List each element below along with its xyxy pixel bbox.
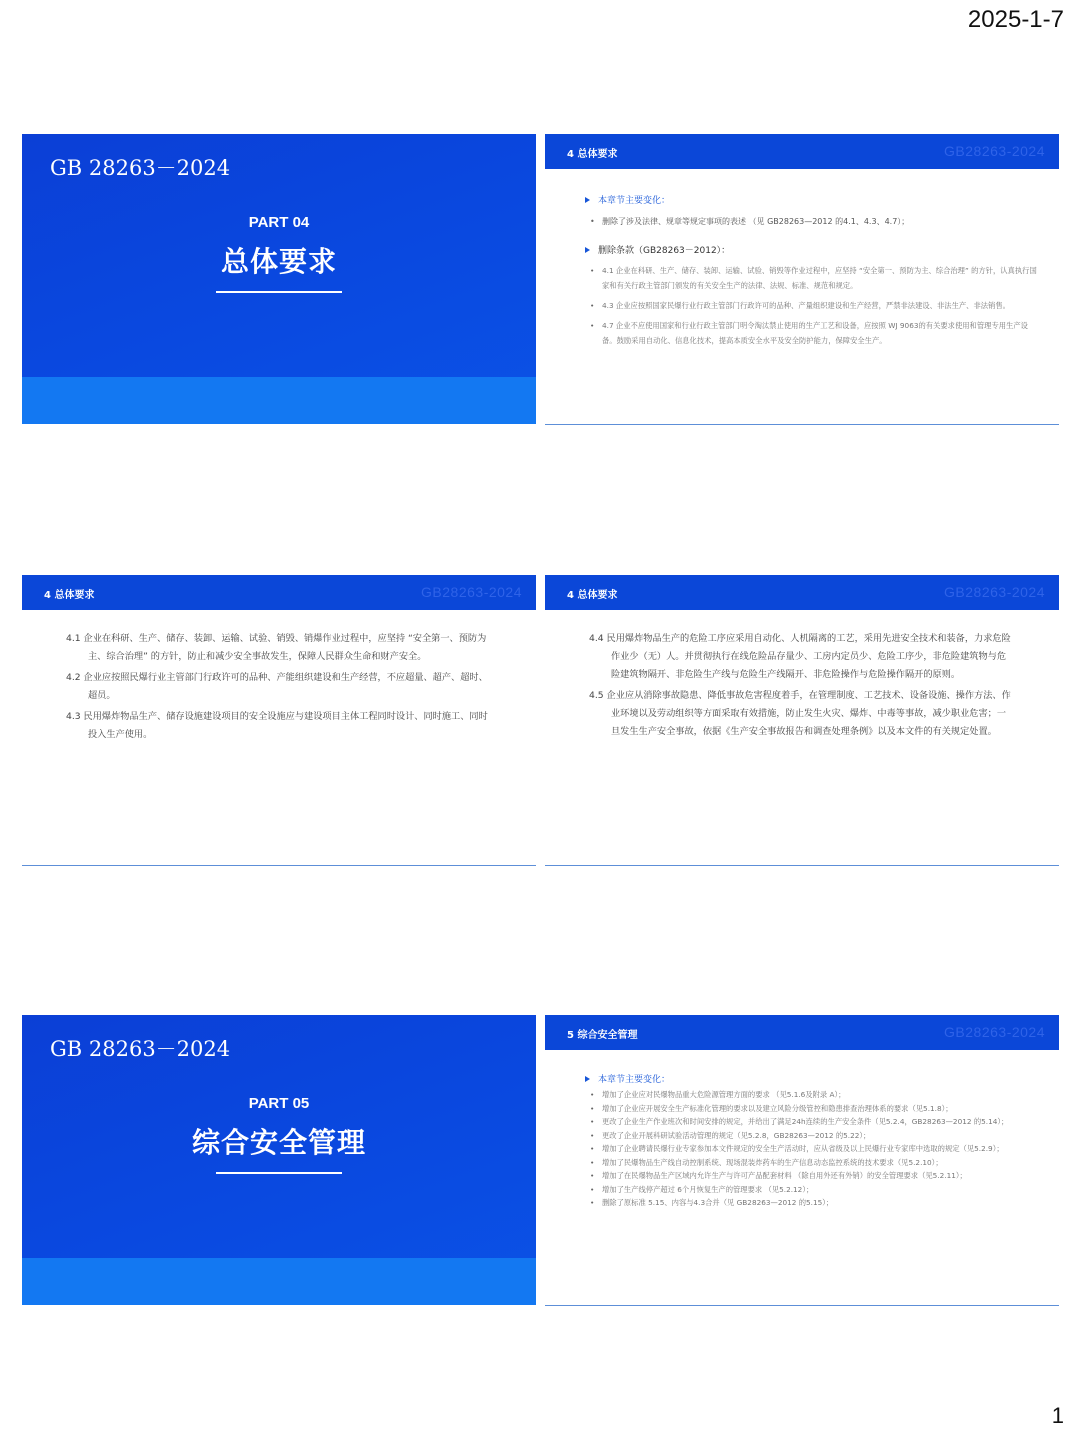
slide-body xyxy=(545,1050,1059,1305)
list-item: • 4.3 企业应按照国家民爆行业行政主管部门行政许可的品种、产量组织建设和生产经营，严禁非法建设、非法生产、非法销售。 xyxy=(585,298,1039,313)
slide-header xyxy=(545,1015,1059,1050)
changes-heading: 本章节主要变化： xyxy=(585,193,1039,206)
watermark: GB28263-2024 xyxy=(944,584,1045,600)
clause-item: 4.4 民用爆炸物品生产的危险工序应采用自动化、人机隔离的工艺，采用先进安全技术和装备，力求危险作业少（无）人。并贯彻执行在线危险品存量少、工房内定员少、危险工序少，非危险建筑物与危险建筑物隔开、非危险生产线与危险生产线隔开、非危险操作与危险操作隔开的原则。 xyxy=(589,633,1011,680)
cover-title: 总体要求 xyxy=(220,245,337,278)
list-item: • 增加了企业聘请民爆行业专家参加本文件规定的安全生产活动时，应从省级及以上民爆行业专家库中选取的规定（见5.2.9）； xyxy=(585,1142,1019,1156)
slide-header xyxy=(545,575,1059,610)
arrow-icon xyxy=(585,1076,590,1082)
list-item: • 增加了企业应对民爆物品重大危险源管理方面的要求 （见5.1.6及附录 A）； xyxy=(585,1088,1019,1102)
clause-item: 4.3 民用爆炸物品生产、储存设施建设项目的安全设施应与建设项目主体工程同时设计、同时施工、同时投入生产使用。 xyxy=(66,711,488,740)
slide-body xyxy=(22,610,536,865)
standard-number: GB 28263－2024 xyxy=(50,156,231,180)
slide-cover-part-05 xyxy=(22,1015,536,1305)
cover-bottom-band xyxy=(22,1258,536,1305)
watermark: GB28263-2024 xyxy=(944,1024,1045,1040)
slide-chapter-4-items-a xyxy=(22,575,536,866)
list-item: • 更改了企业生产作业班次和时间安排的规定，并给出了满足24h连续的生产安全条件（见5.2.4，GB28263—2012 的5.14）； xyxy=(585,1115,1019,1129)
part-label: PART 04 xyxy=(248,214,310,231)
list-item: • 增加了在民爆物品生产区域内允许生产与许可产品配套材料 （除自用外还有外销）的安全管理要求（见5.2.11）； xyxy=(585,1169,1019,1183)
slide-body xyxy=(545,610,1059,865)
slide-header xyxy=(22,575,536,610)
watermark: GB28263-2024 xyxy=(944,143,1045,159)
list-item: • 增加了生产线停产超过 6个月恢复生产的管理要求 （见5.2.12）； xyxy=(585,1183,1019,1197)
section-title: 5 综合安全管理 xyxy=(567,1030,638,1041)
list-item: • 删除了原标准 5.15、内容与4.3合并（见 GB28263—2012 的5.15）； xyxy=(585,1196,1019,1210)
cover-bottom-band xyxy=(22,377,536,424)
list-item: • 4.7 企业不应使用国家和行业行政主管部门明令淘汰禁止使用的生产工艺和设备，应按照 WJ 9063的有关要求使用和管理专用生产设备。鼓励采用自动化、信息化技术，提高本质安全水平及安全防护能力，保障安全生产。 xyxy=(585,318,1039,348)
slide-body xyxy=(545,169,1059,424)
page-number: 1 xyxy=(1051,1403,1064,1428)
title-underline xyxy=(216,1172,342,1174)
slide-chapter-4-items-b xyxy=(545,575,1059,866)
page-date: 2025-1-7 xyxy=(967,6,1064,33)
list-item: • 4.1 企业在科研、生产、储存、装卸、运输、试验、销毁等作业过程中，应坚持 “安全第一、预防为主、综合治理” 的方针，认真执行国家和有关行政主管部门颁发的有关安全生产的法律、法规、标准、规范和规定。 xyxy=(585,263,1039,293)
deleted-heading: 删除条款（GB28263－2012）： xyxy=(585,243,1039,256)
section-title: 4 总体要求 xyxy=(44,590,95,601)
slide-chapter-4-changes xyxy=(545,134,1059,425)
title-underline xyxy=(216,291,342,293)
section-title: 4 总体要求 xyxy=(567,149,618,160)
standard-number: GB 28263－2024 xyxy=(50,1037,231,1061)
cover-title: 综合安全管理 xyxy=(191,1126,366,1159)
watermark: GB28263-2024 xyxy=(421,584,522,600)
clause-item: 4.1 企业在科研、生产、储存、装卸、运输、试验、销毁、销爆作业过程中，应坚持 “安全第一、预防为主、综合治理” 的方针，防止和减少安全事故发生，保障人民群众生命和财产安全。 xyxy=(66,633,487,662)
arrow-icon xyxy=(585,197,590,203)
section-title: 4 总体要求 xyxy=(567,590,618,601)
list-item: • 增加了民爆物品生产线自动控制系统、现场混装炸药车的生产信息动态监控系统的技术要求（见5.2.10）； xyxy=(585,1156,1019,1170)
slide-header xyxy=(545,134,1059,169)
part-label: PART 05 xyxy=(248,1095,310,1112)
changes-heading: 本章节主要变化： xyxy=(585,1072,1019,1085)
list-item: • 删除了涉及法律、规章等规定事项的表述 （见 GB28263—2012 的4.1、4.3、4.7）； xyxy=(585,214,1039,229)
slide-chapter-5-changes xyxy=(545,1015,1059,1306)
list-item: • 更改了企业开展科研试验活动管理的规定（见5.2.8，GB28263—2012 的5.22）； xyxy=(585,1129,1019,1143)
clause-item: 4.5 企业应从消除事故隐患、降低事故危害程度着手，在管理制度、工艺技术、设备设施、操作方法、作业环境以及劳动组织等方面采取有效措施，防止发生火灾、爆炸、中毒等事故，减少职业危害；一旦发生生产安全事故，依据《生产安全事故报告和调查处理条例》以及本文件的有关规定处置。 xyxy=(589,690,1011,737)
arrow-icon xyxy=(585,247,590,253)
list-item: • 增加了企业应开展安全生产标准化管理的要求以及建立风险分级管控和隐患排查治理体系的要求（见5.1.8）； xyxy=(585,1102,1019,1116)
slide-cover-part-04 xyxy=(22,134,536,424)
clause-item: 4.2 企业应按照民爆行业主管部门行政许可的品种、产能组织建设和生产经营，不应超量、超产、超时、超员。 xyxy=(66,672,488,701)
